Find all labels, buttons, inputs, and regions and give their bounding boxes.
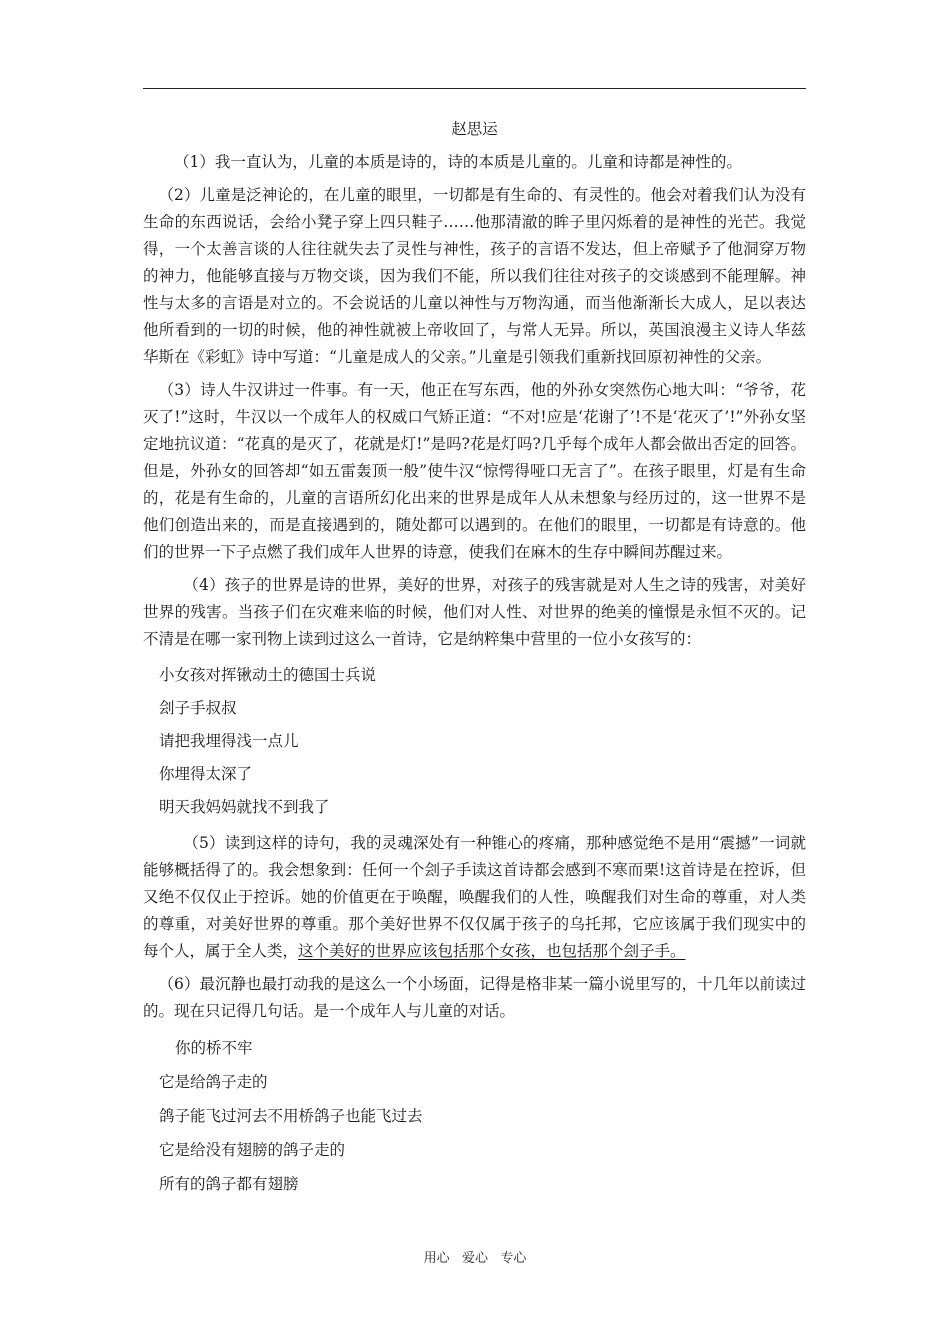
paragraph-6: （6）最沉静也最打动我的是这么一个小场面，记得是格非某一篇小说里写的，十几年以前读过的。现在只记得几句话。是一个成年人与儿童的对话。 — [143, 975, 806, 1020]
poem-1-line: 你埋得太深了 — [159, 765, 253, 783]
poem-2-line: 你的桥不牢 — [175, 1039, 253, 1057]
header-rule — [143, 88, 806, 89]
poem-1-line: 刽子手叔叔 — [159, 699, 237, 717]
poem-2-line: 它是给鸽子走的 — [159, 1073, 268, 1091]
underlined-sentence: 这个美好的世界应该包括那个女孩，也包括那个刽子手。 — [298, 942, 686, 960]
poem-2-line: 所有的鸽子都有翅膀 — [159, 1175, 299, 1193]
poem-1-line: 明天我妈妈就找不到我了 — [159, 798, 330, 816]
poem-2-line: 鸽子能飞过河去不用桥鸽子也能飞过去 — [159, 1107, 423, 1125]
page-footer: 用心 爱心 专心 — [423, 1251, 527, 1266]
paragraph-4: （4）孩子的世界是诗的世界，美好的世界，对孩子的残害就是对人生之诗的残害，对美好世界的残害。当孩子们在灾难来临的时候，他们对人性、对世界的绝美的憧憬是永恒不灭的。记不清是在哪一家刊物上读到过这么一首诗，它是纳粹集中营里的一位小女孩写的： — [143, 576, 806, 648]
poem-1-line: 请把我埋得浅一点儿 — [159, 732, 299, 750]
poem-1 — [159, 659, 806, 824]
poem-2 — [159, 1031, 806, 1201]
article-body — [143, 116, 806, 1201]
author-name: 赵思运 — [451, 120, 498, 138]
paragraph-3: （3）诗人牛汉讲过一件事。有一天，他正在写东西，他的外孙女突然伤心地大叫：“爷爷，花灭了!”这时，牛汉以一个成年人的权威口气矫正道：“不对!应是‘花谢了’!不是‘花灭了’!”外孙女坚定地抗议道：“花真的是灭了，花就是灯!”是吗?花是灯吗?几乎每个成年人都会做出否定的回答。但是，外孙女的回答却“如五雷轰顶一般”使牛汉“惊愕得哑口无言了”。在孩子眼里，灯是有生命的，花是有生命的，儿童的言语所幻化出来的世界是成年人从未想象与经历过的，这一世界不是他们创造出来的，而是直接遇到的，随处都可以遇到的。在他们的眼里，一切都是有诗意的。他们的世界一下子点燃了我们成年人世界的诗意，使我们在麻木的生存中瞬间苏醒过来。 — [143, 381, 806, 561]
paragraph-5-text: （5）读到这样的诗句，我的灵魂深处有一种锥心的疼痛，那种感觉绝不是用“震撼”一词就能够概括得了的。我会想象到：任何一个刽子手读这首诗都会感到不寒而栗!这首诗是在控诉，但又绝不仅仅止于控诉。她的价值更在于唤醒，唤醒我们的人性，唤醒我们对生命的尊重，对人类的尊重，对美好世界的尊重。那个美好世界不仅仅属于孩子的乌托邦，它应该属于我们现实中的每个人，属于全人类， — [143, 834, 806, 960]
poem-2-line: 它是给没有翅膀的鸽子走的 — [159, 1141, 346, 1159]
paragraph-2: （2）儿童是泛神论的，在儿童的眼里，一切都是有生命的、有灵性的。他会对着我们认为没有生命的东西说话，会给小凳子穿上四只鞋子……他那清澈的眸子里闪烁着的是神性的光芒。我觉得，一个太善言谈的人往往就失去了灵性与神性，孩子的言语不发达，但上帝赋予了他洞穿万物的神力，他能够直接与万物交谈，因为我们不能，所以我们往往对孩子的交谈感到不能理解。神性与太多的言语是对立的。不会说话的儿童以神性与万物沟通，而当他渐渐长大成人，足以表达他所看到的一切的时候，他的神性就被上帝收回了，与常人无异。所以，英国浪漫主义诗人华兹华斯在《彩虹》诗中写道：“儿童是成人的父亲。”儿童是引领我们重新找回原初神性的父亲。 — [143, 186, 806, 366]
paragraph-5 — [143, 830, 806, 965]
poem-1-line: 小女孩对挥锹动土的德国士兵说 — [159, 666, 377, 684]
paragraph-1: （1）我一直认为，儿童的本质是诗的，诗的本质是儿童的。儿童和诗都是神性的。 — [174, 153, 742, 171]
